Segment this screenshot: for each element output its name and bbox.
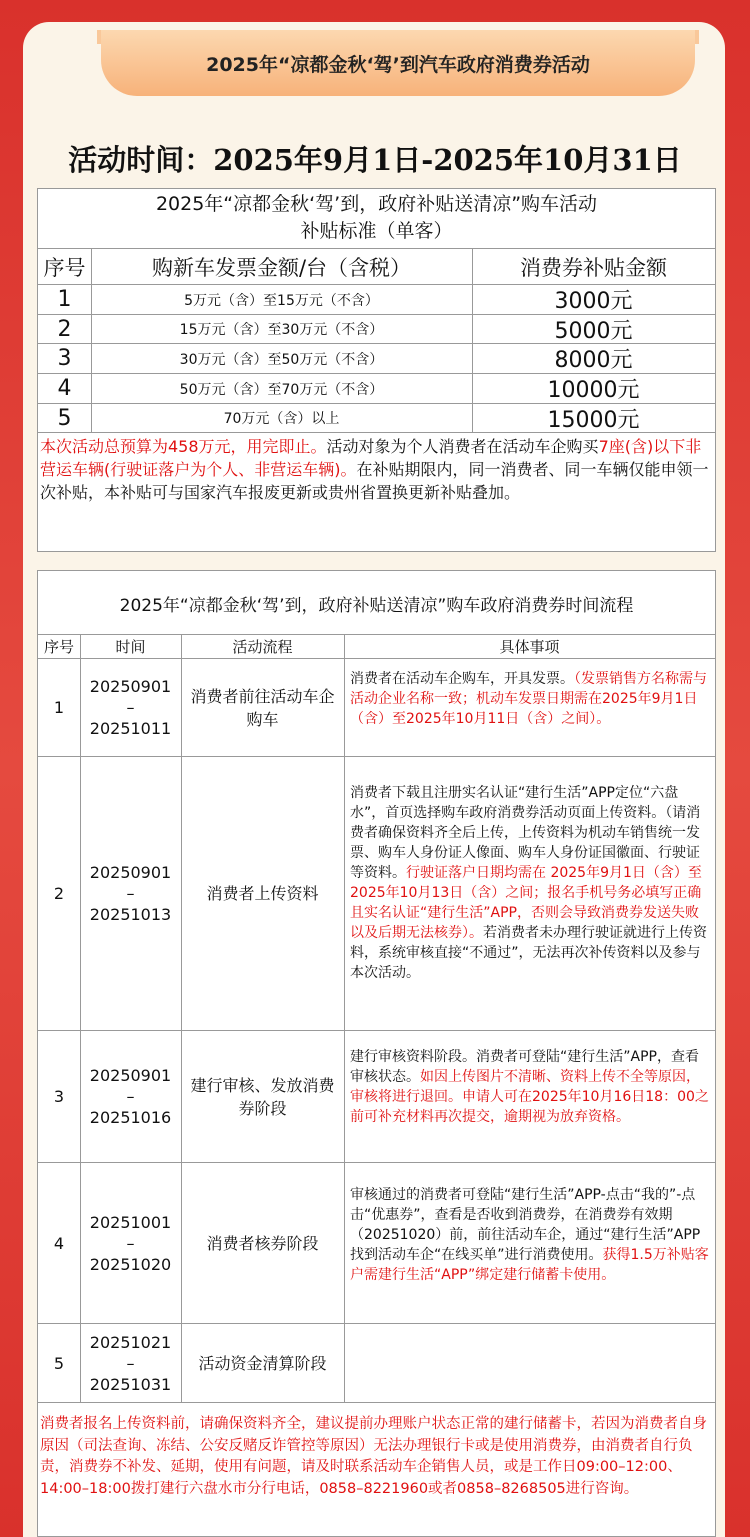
time-dash: – bbox=[126, 698, 135, 717]
time-start: 20251021 bbox=[89, 1332, 172, 1352]
row-step: 消费者核券阶段 bbox=[206, 1233, 319, 1253]
header-no: 序号 bbox=[43, 255, 86, 280]
row-details bbox=[344, 1163, 715, 1323]
detail-text-extra: 若消费者未办理行驶证就进行上传资料，系统审核直接“不通过”，无法再次补传资料以及参与本次活动。 bbox=[350, 925, 707, 981]
process-row bbox=[38, 1030, 715, 1162]
row-details bbox=[344, 1031, 715, 1162]
row-details bbox=[344, 1324, 715, 1402]
note-vehicle: 7座(含)以下非营运车辆(行驶证落户为个人、非营运车辆)。 bbox=[40, 437, 702, 479]
row-step: 活动资金清算阶段 bbox=[198, 1353, 327, 1373]
header-invoice-amount: 购新车发票金额/台（含税） bbox=[151, 255, 412, 280]
time-end: 20251011 bbox=[89, 719, 172, 738]
time-start: 20250901 bbox=[89, 677, 172, 696]
subsidy-title-line1: 2025年“凉都金秋‘驾’到，政府补贴送清凉”购车活动 bbox=[155, 193, 598, 215]
row-amount: 15000元 bbox=[547, 407, 640, 433]
detail-text: 建行审核资料阶段。消费者可登陆“建行生活”APP，查看审核状态。 bbox=[350, 1049, 699, 1085]
row-no: 3 bbox=[57, 346, 72, 371]
time-dash: – bbox=[126, 1233, 135, 1253]
row-range: 50万元（含）至70万元（不含） bbox=[179, 381, 384, 398]
detail-text-red: 如因上传图片不清晰、资料上传不全等原因，审核将进行退回。申请人可在2025年10月16日18：00之前可补充材料再次提交，逾期视为放弃资格。 bbox=[350, 1069, 709, 1125]
subsidy-row bbox=[38, 343, 715, 373]
header-details: 具体事项 bbox=[499, 638, 560, 656]
subsidy-row bbox=[38, 314, 715, 343]
detail-text-red: 获得1.5万补贴客户需建行生活“APP”绑定建行储蓄卡使用。 bbox=[350, 1247, 709, 1283]
row-no: 2 bbox=[53, 884, 65, 903]
banner-title: 2025年“凉都金秋‘驾’到汽车政府消费券活动 bbox=[101, 30, 695, 96]
row-time bbox=[80, 1324, 181, 1402]
row-time bbox=[80, 757, 181, 1030]
content-card bbox=[23, 22, 725, 1537]
note-limit: 在补贴期限内，同一消费者、同一车辆仅能申领一次补贴，本补贴可与国家汽车报废更新或贵州省置换更新补贴叠加。 bbox=[40, 460, 709, 502]
process-row bbox=[38, 1323, 715, 1403]
header-no: 序号 bbox=[43, 638, 74, 656]
process-header-row bbox=[38, 634, 715, 658]
detail-text: 消费者在活动车企购车，开具发票。 bbox=[350, 671, 574, 687]
header-time: 时间 bbox=[115, 638, 146, 656]
time-end: 20251031 bbox=[89, 1374, 172, 1394]
row-range: 30万元（含）至50万元（不含） bbox=[179, 351, 384, 368]
subsidy-title-line2: 补贴标准（单客） bbox=[300, 220, 453, 242]
time-start: 20250901 bbox=[89, 1066, 172, 1085]
row-amount: 8000元 bbox=[554, 348, 633, 373]
row-time bbox=[80, 659, 181, 756]
row-amount: 5000元 bbox=[554, 318, 633, 344]
row-details bbox=[344, 659, 715, 756]
subsidy-row bbox=[38, 284, 715, 314]
process-row bbox=[38, 658, 715, 756]
time-start: 20250901 bbox=[89, 863, 172, 882]
row-amount: 3000元 bbox=[554, 289, 633, 314]
header-subsidy-amount: 消费券补贴金额 bbox=[520, 255, 667, 280]
subsidy-row bbox=[38, 373, 715, 403]
row-step: 消费者上传资料 bbox=[206, 884, 319, 903]
detail-text-red: （发票销售方名称需与活动企业名称一致；机动车发票日期需在2025年9月1日（含）至2025年10月11日（含）之间）。 bbox=[350, 671, 707, 727]
activity-time: 活动时间：2025年9月1日-2025年10月31日 bbox=[68, 143, 682, 177]
time-end: 20251020 bbox=[89, 1254, 172, 1274]
detail-text: 消费者下载且注册实名认证“建行生活”APP定位“六盘水”，首页选择购车政府消费券活动页面上传资料。（请消费者确保资料齐全后上传，上传资料为机动车销售统一发票、购车人身份证人像面、购车人身份证国徽面、行驶证等资料。 bbox=[350, 785, 701, 881]
row-no: 5 bbox=[57, 405, 72, 431]
process-row bbox=[38, 756, 715, 1030]
row-range: 70万元（含）以上 bbox=[223, 411, 340, 427]
header-step: 活动流程 bbox=[232, 638, 293, 656]
row-range: 15万元（含）至30万元（不含） bbox=[179, 322, 384, 338]
time-start: 20251001 bbox=[89, 1212, 172, 1232]
time-dash: – bbox=[126, 884, 135, 903]
subsidy-table-title bbox=[38, 189, 715, 245]
time-dash: – bbox=[126, 1353, 135, 1373]
row-step: 建行审核、发放消费券阶段 bbox=[190, 1075, 335, 1118]
row-amount: 10000元 bbox=[547, 378, 640, 403]
row-step: 消费者前往活动车企购车 bbox=[190, 686, 335, 729]
row-no: 1 bbox=[57, 287, 72, 312]
detail-text: 审核通过的消费者可登陆“建行生活”APP-点击“我的”-点击“优惠券”，查看是否收到消费券，在消费券有效期（20251020）前，前往活动车企，通过“建行生活”APP找到活动车企“在线买单”进行消费使用。 bbox=[350, 1187, 701, 1263]
process-table-title: 2025年“凉都金秋‘驾’到，政府补贴送清凉”购车政府消费券时间流程 bbox=[119, 596, 634, 616]
row-range: 5万元（含）至15万元（不含） bbox=[184, 292, 379, 309]
process-row bbox=[38, 1162, 715, 1323]
detail-text-red: 行驶证落户日期均需在 2025年9月1日（含）至2025年10月13日（含）之间；报名手机号务必填写正确且实名认证“建行生活”APP，否则会导致消费券发送失败以及后期无法核券）。 bbox=[350, 865, 702, 941]
time-end: 20251016 bbox=[89, 1108, 172, 1127]
row-no: 3 bbox=[53, 1087, 65, 1106]
row-no: 1 bbox=[53, 698, 65, 717]
footer-note: 消费者报名上传资料前，请确保资料齐全，建议提前办理账户状态正常的建行储蓄卡，若因为消费者自身原因（司法查询、冻结、公安反赌反诈管控等原因）无法办理银行卡或是使用消费券，由消费者自行负责，消费券不补发、延期，使用有问题，请及时联系活动车企销售人员，或是工作日09:00–12:00、14:00–18:00拨打建行六盘水市分行电话，0858–8221960或者0858–8268505进行咨询。 bbox=[40, 1416, 707, 1497]
row-time bbox=[80, 1031, 181, 1162]
row-no: 2 bbox=[57, 316, 72, 342]
note-target: 活动对象为个人消费者在活动车企购买 bbox=[326, 437, 599, 456]
row-no: 4 bbox=[57, 376, 72, 401]
row-no: 4 bbox=[53, 1233, 65, 1253]
time-end: 20251013 bbox=[89, 905, 172, 924]
row-time bbox=[80, 1163, 181, 1323]
process-table bbox=[37, 570, 716, 1537]
subsidy-header-row bbox=[38, 248, 715, 284]
time-dash: – bbox=[126, 1087, 135, 1106]
subsidy-table bbox=[37, 188, 716, 552]
row-no: 5 bbox=[53, 1353, 65, 1373]
note-budget: 本次活动总预算为458万元，用完即止。 bbox=[40, 437, 327, 456]
subsidy-note bbox=[40, 435, 715, 504]
row-details bbox=[344, 757, 715, 1030]
subsidy-row bbox=[38, 403, 715, 433]
